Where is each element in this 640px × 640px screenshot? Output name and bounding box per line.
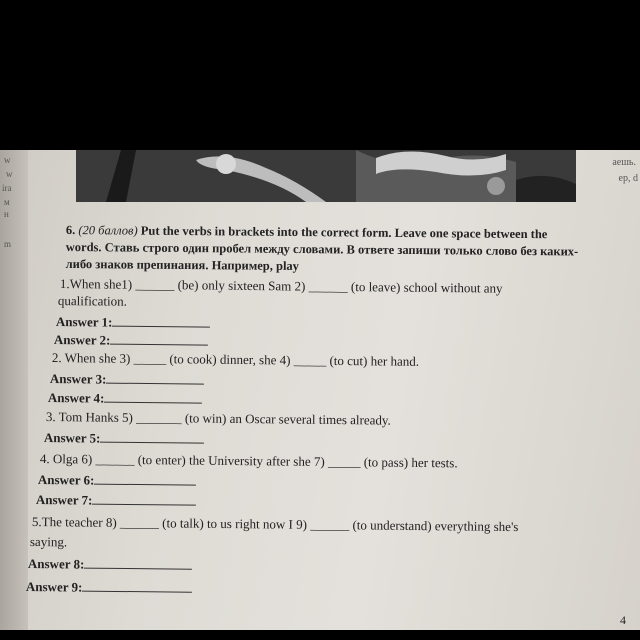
exercise-line: 2. When she 3) _____ (to cook) dinner, she 4) _____ (to cut) her hand.: [51, 350, 420, 369]
edge-fragment: м: [4, 197, 10, 207]
edge-fragment: ep, d: [618, 173, 638, 184]
page-number: 4: [620, 613, 626, 627]
answer-blank[interactable]: [84, 557, 192, 570]
exercise-line: 4. Olga 6) ______ (to enter) the University after she 7) _____ (to pass) her tests.: [39, 451, 458, 471]
exercise-line: 5.The teacher 8) ______ (to talk) to us right now I 9) ______ (to understand) everything she's: [31, 514, 519, 535]
answer-blank[interactable]: [110, 333, 208, 346]
answer-blank[interactable]: [82, 580, 192, 593]
cartoon-illustration: [76, 150, 576, 202]
answer-line: Answer 7:: [36, 492, 197, 510]
adjacent-page-edge: [0, 150, 28, 630]
task-points: (20 баллов): [78, 223, 138, 238]
answer-line: Answer 1:: [56, 314, 211, 332]
answer-blank[interactable]: [100, 431, 204, 444]
exercise-line: 1.When she1) ______ (be) only sixteen Sam 2) ______ (to leave) school without any: [59, 276, 503, 296]
edge-fragment: w: [6, 169, 13, 179]
edge-fragment: ira: [2, 183, 12, 193]
answer-line: Answer 4:: [48, 390, 203, 408]
instruction-russian: Ставь строго один пробел между словами. В ответе запиши только слово без каких-либо знаков препинания. Например, play: [65, 240, 579, 274]
answer-line: Answer 3:: [50, 371, 205, 389]
answer-blank[interactable]: [106, 372, 204, 385]
answer-blank[interactable]: [92, 493, 196, 506]
answer-line: Answer 8:: [28, 556, 193, 574]
answer-blank[interactable]: [112, 315, 210, 328]
task-instruction: [66, 222, 586, 278]
edge-fragment: w: [4, 155, 11, 165]
exercise-line: 3. Tom Hanks 5) _______ (to win) an Oscar several times already.: [45, 409, 391, 428]
exercise-line: saying.: [29, 534, 68, 550]
answer-line: Answer 6:: [38, 472, 197, 490]
answer-blank[interactable]: [94, 473, 196, 486]
instruction-english: Put the verbs in brackets into the correct form. Leave one space between the words.: [65, 223, 548, 255]
answer-line: Answer 2:: [54, 332, 209, 350]
task-number: 6.: [65, 222, 76, 238]
answer-blank[interactable]: [104, 391, 202, 404]
edge-fragment: m: [4, 239, 12, 249]
edge-fragment: аешь.: [612, 157, 636, 168]
answer-line: Answer 9:: [26, 579, 193, 597]
edge-fragment: н: [4, 209, 9, 219]
worksheet-page: [0, 150, 640, 630]
exercise-line: qualification.: [57, 293, 127, 309]
answer-line: Answer 5:: [44, 430, 205, 448]
